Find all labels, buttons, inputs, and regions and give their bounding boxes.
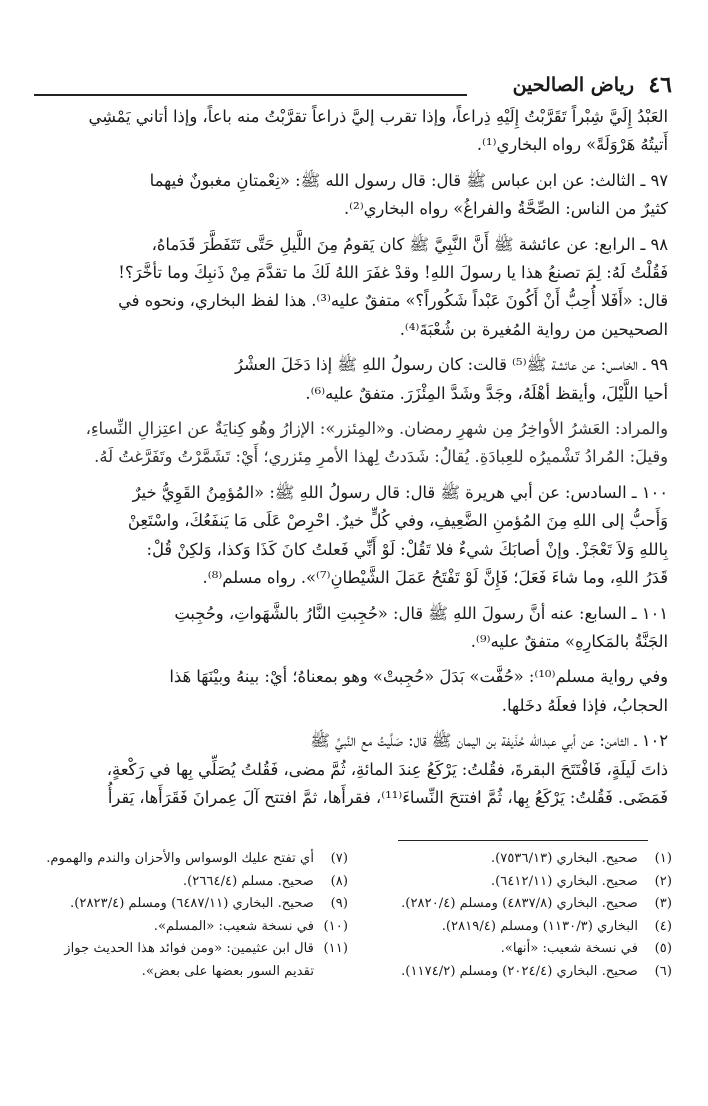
footnotes-right xyxy=(360,848,672,984)
footnote-text: صحيح. البخاري (٤٨٣٧/٨) ومسلم (٢٨٢٠/٤). xyxy=(401,896,638,912)
text-line: وقيلَ: المُرادُ تَشْميرُه للعِبادَةِ. يُقالُ: شَدَدتُ لِهذا الأمرِ مِئزري؛ أَيْ: تَشَمَّرْتُ وتَفَرَّغتُ لَهُ. xyxy=(94,447,668,467)
text-line: قَدَرُ اللهِ، وما شاءَ فَعَلَ؛ فَإِنَّ لَوْ تَفْتَحُ عَمَلَ الشَّيْطانِ⁽⁷⁾». رواه مسلم⁽⁸⁾. xyxy=(202,568,668,588)
footnote-number: (٤) xyxy=(654,918,672,934)
footnote xyxy=(360,871,672,894)
footnote-number: (١٠) xyxy=(323,918,348,934)
footnote-number: (٦) xyxy=(654,963,672,979)
hadith-102: ١٠٢ ـ الثامن: عن أبي عبدالله حُذَيفة بن اليمان ﷺ قال: صَلَّيتُ مع النَّبيِّ ﷺ xyxy=(310,731,668,751)
hadith-97: ٩٧ ـ الثالث: عن ابن عباس ﷺ قال: قال رسول الله ﷺ: «نِعْمتانِ مغبونٌ فيهما xyxy=(149,170,668,190)
footnote-number: (٢) xyxy=(654,873,672,889)
text-line: أحيا اللَّيْلَ، وأيقظ أهْلَهُ، وجَدَّ وشَدَّ المِئْزَرَ. متفقٌ عليه⁽⁶⁾. xyxy=(305,383,668,403)
text-line: وَأَحبُّ إلى اللهِ مِنَ المُؤمنِ الضَّعِيفِ، وفي كُلٍّ خيرٌ. احْرِصْ عَلَى مَا يَنفَعُكَ، واسْتَعِنْ xyxy=(127,511,668,531)
text-line: كثيرٌ من الناس: الصِّحَّةُ والفراغُ» رواه البخاري⁽²⁾. xyxy=(343,199,668,219)
book-title: رياض الصالحين xyxy=(512,74,634,96)
text-line: ذاتَ لَيلَةٍ، فَافْتَتَحَ البقرةَ، فقُلتُ: يَرْكَعُ عِندَ المائةِ، ثُمَّ مضى، فَقُلتُ يُصَلِّي بِها في رَكْعةٍ، xyxy=(106,759,668,779)
footnote xyxy=(360,961,672,984)
footnote-rule xyxy=(398,840,648,841)
explanation: والمراد: العَشرُ الأواخِرُ مِن شهرِ رمضان. و«المِئزر»: الإزارُ وهُو كِنايَةٌ عن اعتِزالِ النِّساءِ، xyxy=(85,419,668,439)
text-line: أَتيتُهُ هَرْوَلَةً» رواه البخاري⁽¹⁾. xyxy=(476,135,668,155)
footnote xyxy=(38,848,348,871)
footnote-number: (١١) xyxy=(323,941,348,957)
text-line: فَقُلْتُ لَهُ: لِمَ تصنعُ هذا يا رسولَ اللهِ! وقدْ غفَرَ اللهُ لَكَ ما تقدَّمَ مِنْ ذَنبِكَ وما تأخَّرَ؟! xyxy=(118,263,668,283)
footnote xyxy=(38,938,348,983)
hadith-98: ٩٨ ـ الرابع: عن عائشة ﷺ أَنَّ النَّبِيَّ ﷺ كان يَقومُ مِنَ اللَّيلِ حَتَّى تَتَفَطَّرَ قَدَماهُ، xyxy=(151,234,668,254)
footnote-number: (٨) xyxy=(330,873,348,889)
hadith-101: ١٠١ ـ السابع: عنه أنَّ رسولَ اللهِ ﷺ قال: «حُجِبتِ النَّارُ بالشَّهَواتِ، وحُجِبتِ xyxy=(174,603,668,623)
page-number: ٤٦ xyxy=(648,72,672,98)
running-head xyxy=(34,72,672,102)
footnote-text: البخاري (١١٣٠/٣) ومسلم (٢٨١٩/٤). xyxy=(441,918,638,934)
header-rule xyxy=(34,94,467,96)
footnote-number: (٧) xyxy=(330,851,348,866)
footnote-text: صحيح. مسلم (٢٦٦٤/٤). xyxy=(182,873,314,889)
footnote xyxy=(360,848,672,871)
footnote xyxy=(38,916,348,939)
footnote-text: قال ابن عثيمين: «ومن فوائد هذا الحديث جواز تقديم السور بعضها على بعض». xyxy=(64,941,314,979)
footnote xyxy=(360,893,672,916)
footnote-text: صحيح. البخاري (٧٥٣٦/١٣). xyxy=(490,851,638,866)
footnote-number: (١) xyxy=(654,851,672,866)
text-line: بِاللهِ وَلاَ تَعْجَزْ. وإنْ أصابَكَ شيءٌ فلا تَقُلْ: لَوْ أَنِّي فَعلتُ كانَ كَذَا وَكذا، وَلكِنْ قُلْ: xyxy=(146,539,668,559)
explanation: وفي رواية مسلم⁽¹⁰⁾: «حُفَّت» بَدَلَ «حُجِبتْ» وهو بمعناهُ؛ أيْ: بينهُ وبيْنَهَا هَذا xyxy=(169,667,668,687)
text-line: الحجابُ، فإذا فعلَهُ دخَلها. xyxy=(501,695,668,715)
text-line: فَمَضَى. فَقُلتُ: يَرْكَعُ بِها، ثُمَّ افتتحَ النِّساءَ⁽¹¹⁾، فقرأَها، ثمَّ افتتح آلَ عِمرانَ فَقَرَأَها، يَقرأُ xyxy=(107,787,668,807)
hadith-100: ١٠٠ ـ السادس: عن أبي هريرة ﷺ قال: قال رسولُ اللهِ ﷺ: «المُؤمِنُ القَوِيُّ خيرٌ xyxy=(132,482,668,502)
text-line: العَبْدُ إِلَيَّ شِبْراً تَقَرَّبْتُ إِلَيْهِ ذِراعاً، وإذا تقرب إليَّ ذراعاً تقرَّبْتُ منه باعاً، وإذا أتاني يَمْشِي xyxy=(88,107,668,126)
footnote-text: صحيح. البخاري (٦٤٨٧/١١) ومسلم (٢٨٢٣/٤). xyxy=(70,896,314,912)
footnote xyxy=(38,893,348,916)
footnote-number: (٥) xyxy=(654,941,672,957)
footnote xyxy=(360,916,672,939)
footnote-text: صحيح. البخاري (٦٤١٢/١١). xyxy=(490,873,638,889)
footnote xyxy=(38,871,348,894)
text-line: الصحيحين من رواية المُغيرة بن شُعْبَةَ⁽⁴⁾. xyxy=(399,319,668,339)
footnote xyxy=(360,938,672,961)
main-text xyxy=(36,103,668,812)
footnote-number: (٩) xyxy=(330,896,348,912)
footnote-text: في نسخة شعيب: «أنها». xyxy=(500,941,638,957)
footnote-number: (٣) xyxy=(654,896,672,912)
text-line: قال: «أَفَلا أُحِبُّ أَنْ أَكُونَ عَبْداً شَكُوراً؟» متفقٌ عليه⁽³⁾. هذا لفظ البخاري، ونحوه في xyxy=(118,291,668,311)
text-line: الجَنَّةُ بالمَكارِهِ» متفقٌ عليه⁽⁹⁾. xyxy=(470,631,668,651)
footnote-text: في نسخة شعيب: «المسلم». xyxy=(153,918,314,934)
footnote-text: أي تفتح عليك الوسواس والأحزان والندم والهموم. xyxy=(46,851,314,866)
hadith-99: ٩٩ ـ الخامس: عن عائشة ﷺ⁽⁵⁾ قالت: كان رسولُ اللهِ ﷺ إذا دَخَلَ العشْرُ xyxy=(234,355,668,375)
footnote-text: صحيح. البخاري (٢٠٢٤/٤) ومسلم (١١٧٤/٢). xyxy=(401,963,638,979)
footnotes-left xyxy=(38,848,348,984)
